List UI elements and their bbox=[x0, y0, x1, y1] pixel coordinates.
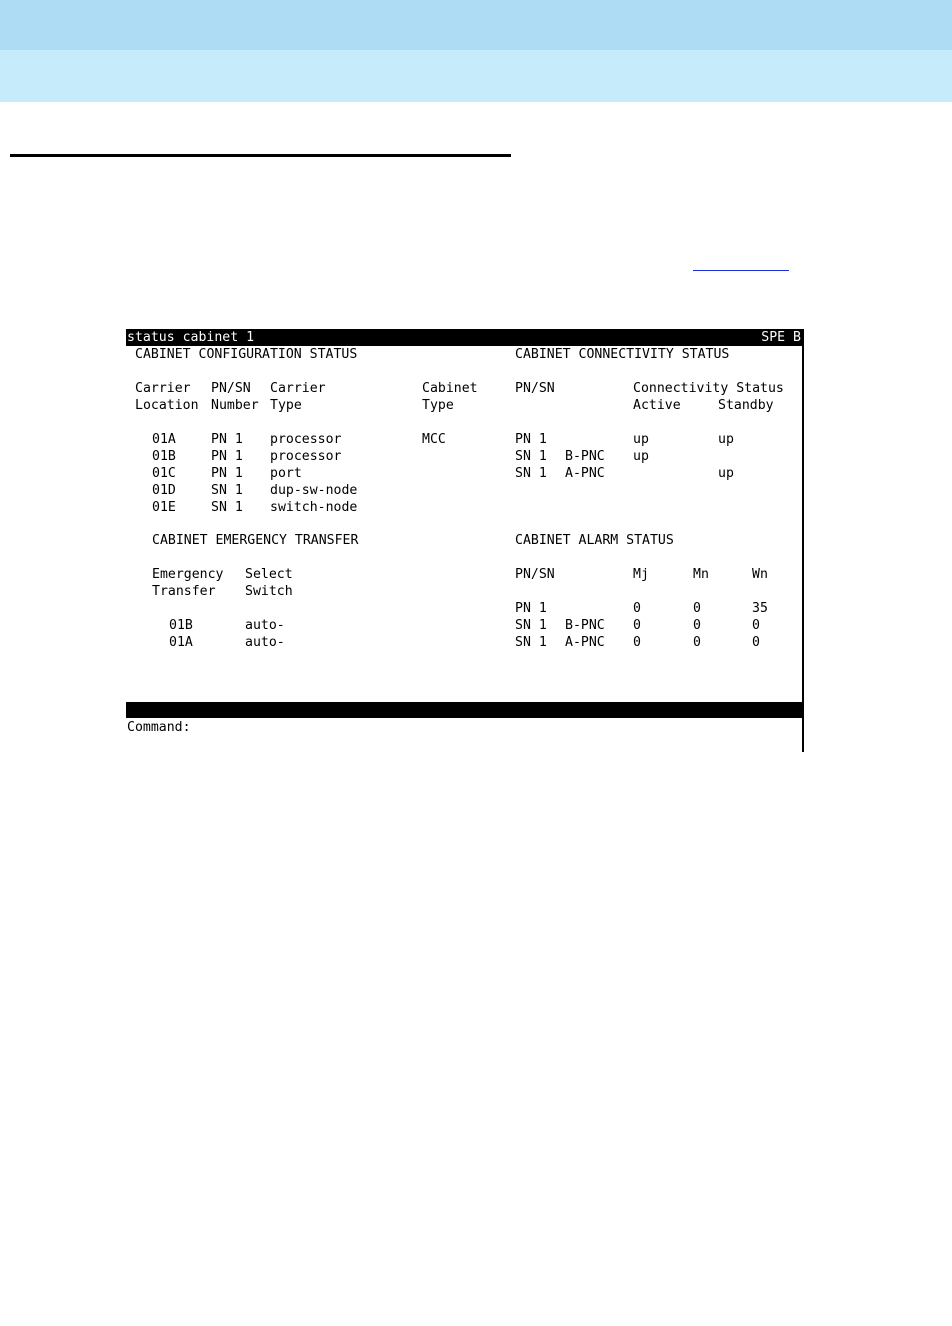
alarm-row-mn: 0 bbox=[693, 601, 701, 616]
emergency-row-transfer: 01A bbox=[169, 635, 193, 650]
col-emergency-transfer-1: Emergency bbox=[152, 567, 224, 582]
col-carrier-type-2: Type bbox=[270, 398, 302, 413]
emergency-heading: CABINET EMERGENCY TRANSFER bbox=[152, 533, 359, 548]
col-select-switch-1: Select bbox=[245, 567, 293, 582]
col-carrier-location-2: Location bbox=[135, 398, 199, 413]
emergency-row-transfer: 01B bbox=[169, 618, 193, 633]
alarm-row-mj: 0 bbox=[633, 618, 641, 633]
terminal-title-bar bbox=[126, 329, 802, 346]
col-cabinet-type-2: Type bbox=[422, 398, 454, 413]
config-row-location: 01E bbox=[152, 500, 176, 515]
config-row-type: processor bbox=[270, 449, 342, 464]
config-row-pn-sn: SN 1 bbox=[211, 483, 243, 498]
config-row-pn-sn: SN 1 bbox=[211, 500, 243, 515]
terminal-screen bbox=[126, 329, 804, 752]
col-conn-pn-sn: PN/SN bbox=[515, 381, 555, 396]
alarm-row-mj: 0 bbox=[633, 601, 641, 616]
config-row-type: processor bbox=[270, 432, 342, 447]
conn-row-active: up bbox=[633, 449, 649, 464]
emergency-row-switch: auto- bbox=[245, 635, 285, 650]
config-row-pn-sn: PN 1 bbox=[211, 432, 243, 447]
config-row-location: 01B bbox=[152, 449, 176, 464]
col-wn: Wn bbox=[752, 567, 768, 582]
config-row-location: 01A bbox=[152, 432, 176, 447]
conn-row-standby: up bbox=[718, 466, 734, 481]
col-carrier-location-1: Carrier bbox=[135, 381, 191, 396]
alarm-row-pnc: A-PNC bbox=[565, 635, 605, 650]
alarm-row-pnc: B-PNC bbox=[565, 618, 605, 633]
config-row-cabinet-type: MCC bbox=[422, 432, 446, 447]
col-mj: Mj bbox=[633, 567, 649, 582]
col-connectivity-status: Connectivity Status bbox=[633, 381, 784, 396]
alarm-row-mn: 0 bbox=[693, 635, 701, 650]
alarm-row-wn: 0 bbox=[752, 635, 760, 650]
alarm-row-pn-sn: PN 1 bbox=[515, 601, 547, 616]
alarm-row-pn-sn: SN 1 bbox=[515, 635, 547, 650]
col-alarm-pn-sn: PN/SN bbox=[515, 567, 555, 582]
conn-row-pn-sn: SN 1 bbox=[515, 449, 547, 464]
header-band-bottom bbox=[0, 50, 952, 102]
emergency-row-switch: auto- bbox=[245, 618, 285, 633]
config-heading: CABINET CONFIGURATION STATUS bbox=[135, 347, 358, 362]
alarm-row-mn: 0 bbox=[693, 618, 701, 633]
alarm-row-mj: 0 bbox=[633, 635, 641, 650]
config-row-pn-sn: PN 1 bbox=[211, 466, 243, 481]
conn-row-standby: up bbox=[718, 432, 734, 447]
cross-reference-link[interactable] bbox=[693, 270, 789, 271]
alarm-row-wn: 35 bbox=[752, 601, 768, 616]
col-pn-sn-number-2: Number bbox=[211, 398, 259, 413]
col-pn-sn-number-1: PN/SN bbox=[211, 381, 251, 396]
config-row-type: switch-node bbox=[270, 500, 358, 515]
terminal-title: status cabinet 1 bbox=[127, 330, 255, 345]
conn-row-pn-sn: PN 1 bbox=[515, 432, 547, 447]
col-mn: Mn bbox=[693, 567, 709, 582]
col-carrier-type-1: Carrier bbox=[270, 381, 326, 396]
col-cabinet-type-1: Cabinet bbox=[422, 381, 478, 396]
col-standby: Standby bbox=[718, 398, 774, 413]
alarm-row-pn-sn: SN 1 bbox=[515, 618, 547, 633]
command-prompt[interactable]: Command: bbox=[127, 720, 191, 735]
col-active: Active bbox=[633, 398, 681, 413]
connectivity-heading: CABINET CONNECTIVITY STATUS bbox=[515, 347, 730, 362]
conn-row-active: up bbox=[633, 432, 649, 447]
alarm-heading: CABINET ALARM STATUS bbox=[515, 533, 674, 548]
col-select-switch-2: Switch bbox=[245, 584, 293, 599]
conn-row-pn-sn: SN 1 bbox=[515, 466, 547, 481]
col-emergency-transfer-2: Transfer bbox=[152, 584, 216, 599]
terminal-status-bar bbox=[126, 702, 802, 718]
config-row-type: dup-sw-node bbox=[270, 483, 358, 498]
header-band-top bbox=[0, 0, 952, 50]
conn-row-pnc: A-PNC bbox=[565, 466, 605, 481]
config-row-location: 01D bbox=[152, 483, 176, 498]
config-row-location: 01C bbox=[152, 466, 176, 481]
config-row-pn-sn: PN 1 bbox=[211, 449, 243, 464]
conn-row-pnc: B-PNC bbox=[565, 449, 605, 464]
config-row-type: port bbox=[270, 466, 302, 481]
section-rule bbox=[10, 154, 511, 157]
alarm-row-wn: 0 bbox=[752, 618, 760, 633]
spe-indicator: SPE B bbox=[761, 330, 801, 345]
